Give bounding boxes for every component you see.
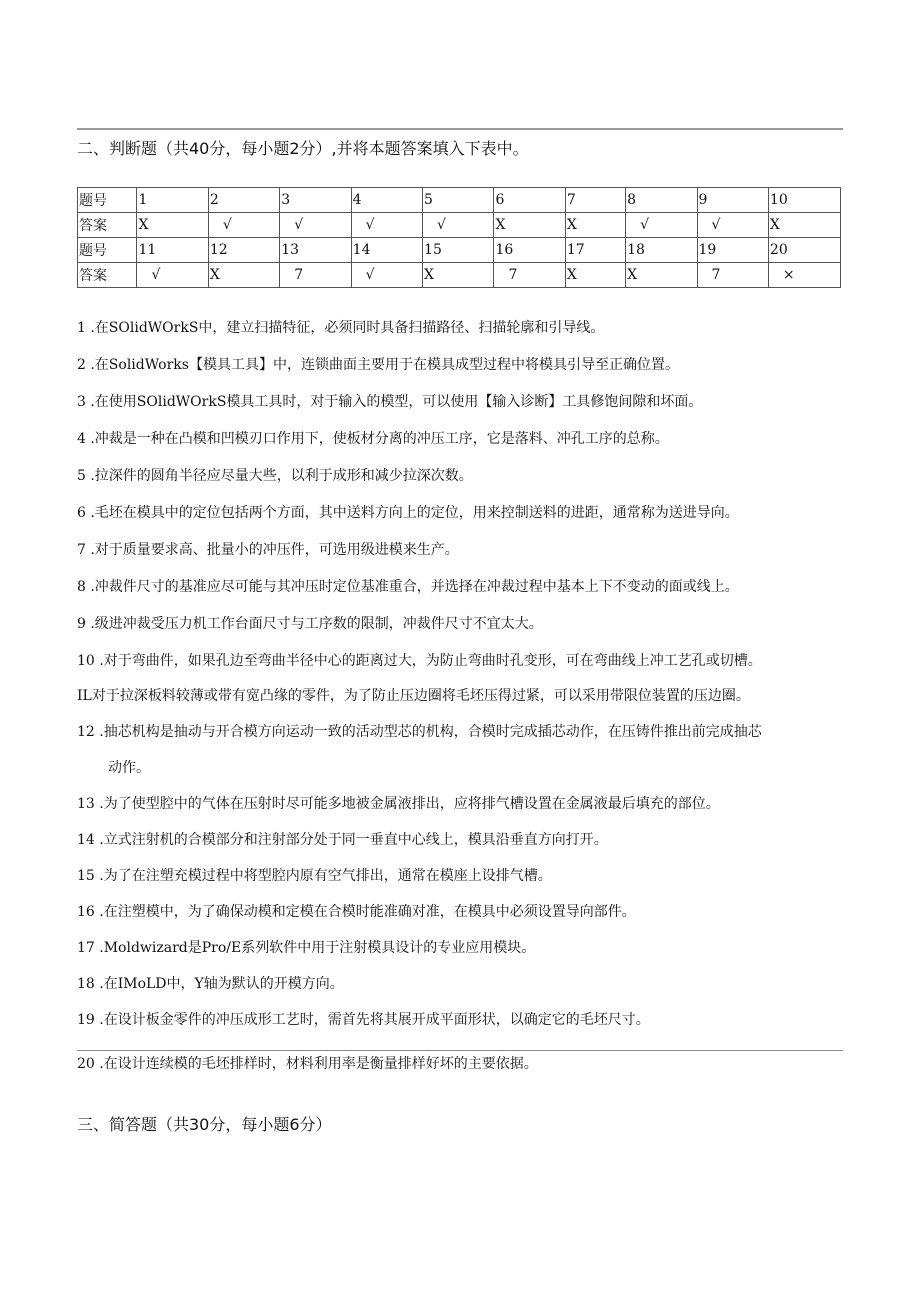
table-cell: 7 [494, 263, 565, 288]
table-cell: X [137, 213, 208, 238]
row-label: 答案 [78, 213, 137, 238]
question-item: 13 .为了使型腔中的气体在压射时尽可能多地被金属液排出，应将排气槽设置在金属液最后填充的部位。 [77, 796, 720, 812]
table-cell: √ [208, 213, 279, 238]
table-cell: 8 [626, 188, 697, 213]
question-item: 2 .在SolidWorks【模具工具】中，连锁曲面主要用于在模具成型过程中将模具引导至正确位置。 [77, 357, 679, 373]
answer-table [77, 187, 841, 288]
question-item: 12 .抽芯机构是抽动与开合模方向运动一致的活动型芯的机构，合模时完成插芯动作，在压铸件推出前完成抽芯 [77, 724, 762, 740]
table-cell: 13 [280, 238, 351, 263]
question-item: 4 .冲裁是一种在凸模和凹模刃口作用下，使板材分离的冲压工序，它是落料、冲孔工序的总称。 [77, 431, 669, 447]
table-cell: 14 [351, 238, 422, 263]
table-cell: 6 [494, 188, 565, 213]
table-cell: √ [697, 213, 768, 238]
table-cell: 17 [565, 238, 625, 263]
question-item: 1 .在SOlidWOrkS中，建立扫描特征，必须同时具备扫描路径、扫描轮廓和引导线。 [77, 320, 605, 336]
table-cell: 10 [768, 188, 840, 213]
table-cell: 7 [697, 263, 768, 288]
table-cell: √ [137, 263, 208, 288]
table-cell: 1 [137, 188, 208, 213]
question-item: IL对于拉深板料较薄或带有宽凸缘的零件，为了防止压边圈将毛坯压得过紧，可以采用带限位装置的压边圈。 [77, 688, 750, 704]
table-cell: √ [280, 213, 351, 238]
question-item: 5 .拉深件的圆角半径应尽量大些，以利于成形和减少拉深次数。 [77, 468, 473, 484]
question-item: 16 .在注塑模中，为了确保动模和定模在合模时能准确对准，在模具中必须设置导向部件。 [77, 904, 636, 920]
row-label: 题号 [78, 238, 137, 263]
table-cell: 18 [626, 238, 697, 263]
table-cell: 15 [423, 238, 494, 263]
question-item: 14 .立式注射机的合模部分和注射部分处于同一垂直中心线上，模具沿垂直方向打开。 [77, 832, 608, 848]
table-cell: × [768, 263, 840, 288]
table-row [78, 213, 841, 238]
table-cell: X [208, 263, 279, 288]
question-item: 9 .级进冲裁受压力机工作台面尺寸与工序数的限制，冲裁件尺寸不宜太大。 [77, 616, 543, 632]
table-cell: 20 [768, 238, 840, 263]
table-cell: 7 [280, 263, 351, 288]
row-label: 答案 [78, 263, 137, 288]
question-item: 6 .毛坯在模具中的定位包括两个方面，其中送料方向上的定位，用来控制送料的进距，通常称为送进导向。 [77, 505, 739, 521]
table-cell: X [423, 263, 494, 288]
q12-continuation: 动作。 [108, 760, 150, 776]
question-item: 15 .为了在注塑充模过程中将型腔内原有空气排出，通常在模座上设排气槽。 [77, 868, 552, 884]
table-cell: √ [351, 263, 422, 288]
table-cell: √ [351, 213, 422, 238]
question-item: 20 .在设计连续模的毛坯排样时，材料利用率是衡量排样好坏的主要依据。 [77, 1056, 538, 1072]
table-cell: 7 [565, 188, 625, 213]
table-cell: X [768, 213, 840, 238]
divider [77, 128, 843, 130]
table-cell: √ [626, 213, 697, 238]
table-cell: 16 [494, 238, 565, 263]
table-row [78, 263, 841, 288]
row-label: 题号 [78, 188, 137, 213]
table-cell: 11 [137, 238, 208, 263]
question-item: 8 .冲裁件尺寸的基准应尽可能与其冲压时定位基准重合，并选择在冲裁过程中基本上下不变动的面或线上。 [77, 579, 739, 595]
table-cell: 12 [208, 238, 279, 263]
table-cell: 19 [697, 238, 768, 263]
table-row [78, 188, 841, 213]
table-cell: X [626, 263, 697, 288]
table-cell: 5 [423, 188, 494, 213]
divider [77, 1050, 843, 1051]
section3-title: 三、简答题（共30分，每小题6分） [77, 1115, 332, 1134]
question-item: 3 .在使用SOlidWOrkS模具工具时，对于输入的模型，可以使用【输入诊断】工具修饱间隙和坏面。 [77, 394, 703, 410]
table-cell: X [565, 263, 625, 288]
table-cell: √ [423, 213, 494, 238]
table-cell: X [494, 213, 565, 238]
table-cell: 4 [351, 188, 422, 213]
table-cell: 2 [208, 188, 279, 213]
table-row [78, 238, 841, 263]
question-item: 19 .在设计板金零件的冲压成形工艺时，需首先将其展开成平面形状，以确定它的毛坯尺寸。 [77, 1012, 650, 1028]
question-item: 7 .对于质量要求高、批量小的冲压件，可选用级进模来生产。 [77, 542, 459, 558]
question-item: 18 .在IMoLD中，Y轴为默认的开模方向。 [77, 976, 344, 992]
section2-title: 二、判断题（共40分，每小题2分）,并将本题答案填入下表中。 [77, 139, 529, 158]
table-cell: X [565, 213, 625, 238]
question-item: 10 .对于弯曲件，如果孔边至弯曲半径中心的距离过大，为防止弯曲时孔变形，可在弯曲线上冲工艺孔或切槽。 [77, 653, 762, 669]
table-cell: 9 [697, 188, 768, 213]
table-cell: 3 [280, 188, 351, 213]
question-item: 17 .Moldwizard是Pro/E系列软件中用于注射模具设计的专业应用模块。 [77, 940, 536, 956]
